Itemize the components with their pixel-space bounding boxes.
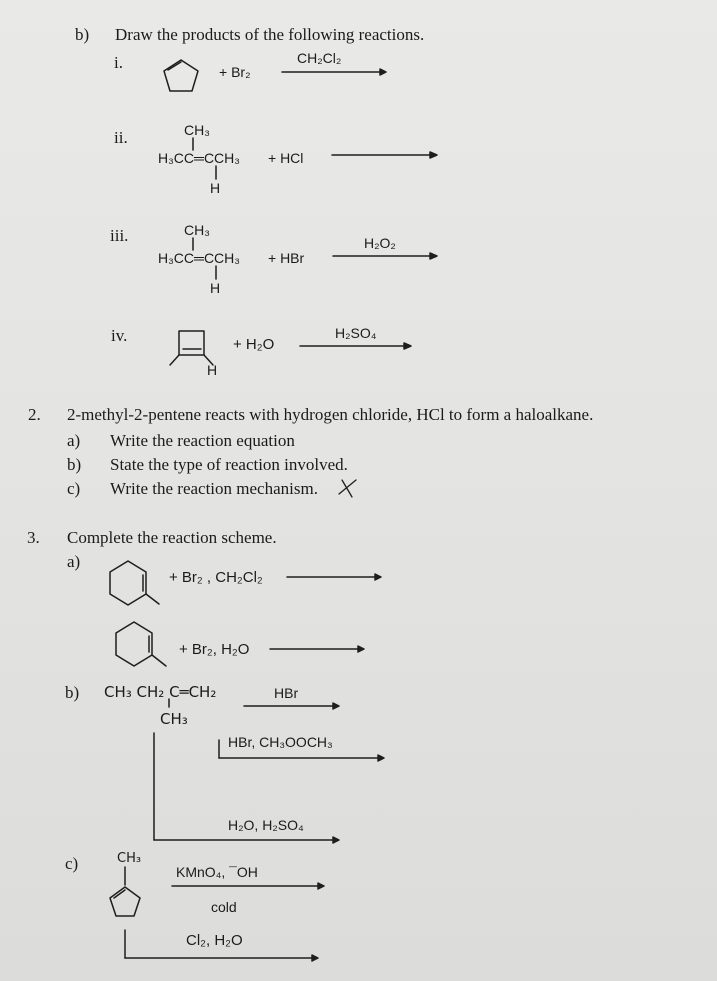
reaction-i-number: i. (114, 53, 123, 72)
reaction-iv-reagent: + H₂O (233, 336, 275, 353)
question-3b-reagent-1: HBr (274, 685, 299, 701)
reaction-ii-hydrogen: H (210, 180, 221, 196)
question-2a-text: Write the reaction equation (110, 431, 295, 450)
reaction-iii-substrate: H₃CC═CCH₃ (158, 250, 240, 266)
reaction-iii-hydrogen: H (210, 280, 221, 296)
reaction-ii-number: ii. (114, 128, 128, 147)
cyclopentene-structure (164, 60, 198, 91)
question-3c-reagent-1: KMnO₄, ¯OH (176, 864, 258, 880)
question-3b-substrate: CH₃ CH₂ C═CH₂ (104, 683, 217, 701)
methylcyclohexene-structure-2 (116, 622, 166, 666)
question-1b-instruction: Draw the products of the following reactions. (115, 25, 425, 44)
reaction-ii-methyl: CH₃ (184, 122, 210, 138)
question-2c-label: c) (67, 479, 81, 498)
question-3b-reagent-2: HBr, CH₃OOCH₃ (228, 734, 333, 750)
question-3c-label: c) (65, 854, 79, 873)
question-3-number: 3. (27, 528, 40, 547)
reaction-iii-number: iii. (110, 226, 129, 245)
question-3c-reagent-1-condition: cold (211, 899, 237, 915)
question-3c-methyl: CH₃ (117, 851, 142, 866)
reaction-i-condition: CH₂Cl₂ (297, 50, 342, 66)
question-3c-reagent-2: Cl₂, H₂O (186, 932, 243, 949)
reaction-ii-reagent: + HCl (268, 150, 304, 166)
reaction-iii-reagent: + HBr (268, 250, 305, 266)
question-1b-label: b) (75, 25, 90, 44)
question-3a-reagent-2: + Br₂, H₂O (179, 641, 250, 658)
question-3a-reagent-1: + Br₂ , CH₂Cl₂ (169, 569, 263, 586)
reaction-iv-number: iv. (111, 326, 128, 345)
question-3-stem: Complete the reaction scheme. (67, 528, 277, 547)
reaction-iv-condition: H₂SO₄ (335, 325, 377, 341)
question-3b-substrate-methyl: CH₃ (160, 710, 188, 728)
question-3b-reagent-3: H₂O, H₂SO₄ (228, 817, 304, 833)
methylcyclohexene-structure-1 (110, 561, 159, 605)
cyclobutene-structure (170, 331, 213, 365)
question-3a-label: a) (67, 552, 81, 571)
question-2-stem: 2-methyl-2-pentene reacts with hydrogen chloride, HCl to form a haloalkane. (67, 405, 594, 424)
reaction-iii-methyl: CH₃ (184, 222, 210, 238)
question-3b-label: b) (65, 683, 80, 702)
question-2-number: 2. (28, 405, 41, 424)
reaction-iii-condition: H₂O₂ (364, 235, 396, 251)
cross-mark (340, 478, 341, 479)
question-2c-text: Write the reaction mechanism. (110, 479, 318, 498)
methylcyclopentene-structure (110, 867, 140, 916)
question-2a-label: a) (67, 431, 81, 450)
question-2b-label: b) (67, 455, 82, 474)
reaction-i-reagent: + Br₂ (219, 64, 251, 80)
question-2b-text: State the type of reaction involved. (110, 455, 348, 474)
reaction-ii-substrate: H₃CC═CCH₃ (158, 150, 240, 166)
reaction-iv-hydrogen: H (207, 362, 218, 378)
